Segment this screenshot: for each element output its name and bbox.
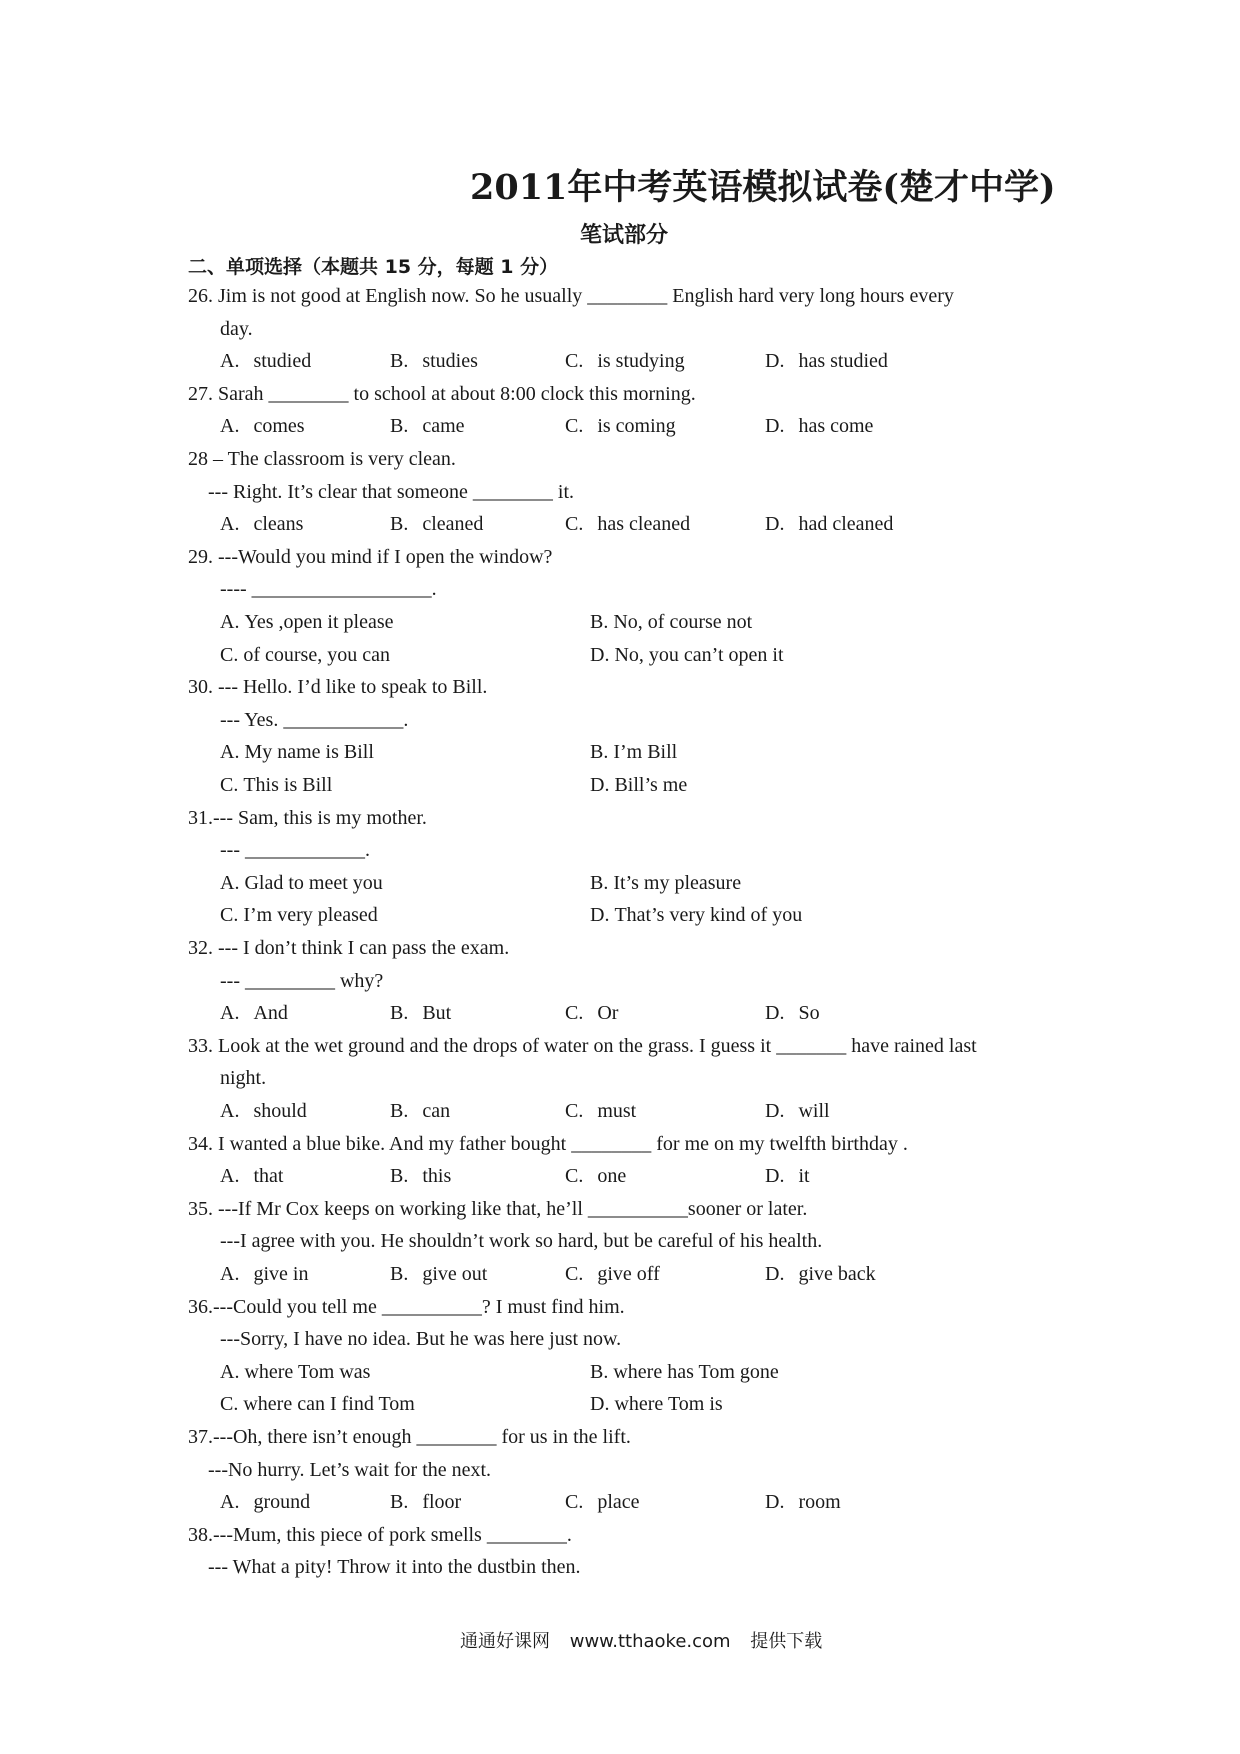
- option-letter: B.: [390, 1491, 409, 1514]
- option-letter: C.: [220, 904, 239, 927]
- option-letter: D.: [765, 1165, 785, 1188]
- question-line: ---Sorry, I have no idea. But he was here just now.: [220, 1328, 622, 1351]
- option-text: Glad to meet you: [244, 871, 383, 894]
- option-text: will: [798, 1100, 830, 1122]
- option-row: [220, 867, 1040, 900]
- option-d: [590, 769, 687, 802]
- option-c: [565, 1258, 660, 1291]
- option-letter: A.: [220, 1360, 240, 1383]
- option-row: [220, 410, 1040, 443]
- option-text: had cleaned: [798, 513, 894, 536]
- option-letter: C.: [565, 513, 584, 536]
- option-text: that: [253, 1165, 284, 1188]
- option-letter: C.: [565, 1165, 584, 1188]
- option-c: [220, 769, 332, 802]
- option-d: [765, 1258, 876, 1291]
- option-letter: C.: [220, 1393, 239, 1416]
- question-stem: 36.---Could you tell me __________? I must find him.: [188, 1295, 625, 1318]
- option-text: No, you can’t open it: [614, 643, 784, 666]
- option-letter: B.: [390, 1263, 409, 1285]
- question-stem: 33. Look at the wet ground and the drops of water on the grass. I guess it _______ have rained last: [188, 1034, 977, 1057]
- option-a: [220, 736, 374, 769]
- option-letter: C.: [565, 1491, 584, 1514]
- option-text: has studied: [798, 350, 888, 373]
- option-row: [220, 769, 1040, 802]
- question-stem: 32. --- I don’t think I can pass the exam.: [188, 937, 510, 959]
- question-stem: 27. Sarah ________ to school at about 8:00 clock this morning.: [188, 382, 696, 405]
- option-text: I’m Bill: [613, 741, 678, 764]
- question-stem: 34. I wanted a blue bike. And my father bought ________ for me on my twelfth birthday .: [188, 1132, 908, 1155]
- option-text: cleans: [253, 513, 304, 536]
- option-row: [220, 639, 1040, 672]
- option-c: [565, 508, 690, 541]
- option-text: comes: [253, 415, 305, 438]
- option-b: [590, 736, 677, 769]
- option-row: [220, 1356, 1040, 1389]
- option-b: [390, 508, 483, 541]
- option-text: this: [422, 1165, 452, 1188]
- option-row: [220, 508, 1040, 541]
- option-b: [390, 1258, 487, 1291]
- option-c: [565, 997, 618, 1030]
- question-stem: 37.---Oh, there isn’t enough ________ for us in the lift.: [188, 1426, 631, 1448]
- option-d: [765, 997, 820, 1030]
- option-letter: A.: [220, 611, 240, 633]
- option-a: [220, 345, 311, 378]
- option-text: has come: [798, 415, 874, 438]
- question-stem: 35. ---If Mr Cox keeps on working like that, he’ll __________sooner or later.: [188, 1197, 808, 1220]
- option-a: [220, 1486, 310, 1519]
- question-stem: 28 – The classroom is very clean.: [188, 448, 456, 470]
- option-letter: D.: [765, 415, 785, 438]
- question-line: ---I agree with you. He shouldn’t work so hard, but be careful of his health.: [220, 1230, 823, 1253]
- option-letter: B.: [390, 350, 409, 373]
- option-c: [565, 1160, 626, 1193]
- option-text: This is Bill: [243, 774, 333, 796]
- option-b: [590, 606, 752, 639]
- option-letter: B.: [390, 1100, 409, 1122]
- option-c: [565, 410, 676, 443]
- option-text: studied: [253, 350, 312, 373]
- option-letter: B.: [390, 415, 409, 438]
- option-letter: A.: [220, 871, 240, 894]
- option-letter: A.: [220, 741, 240, 764]
- option-text: where Tom is: [614, 1393, 723, 1416]
- option-row: [220, 345, 1040, 378]
- question-line: --- _________ why?: [220, 969, 384, 992]
- question-line: ---No hurry. Let’s wait for the next.: [208, 1458, 492, 1481]
- option-letter: C.: [565, 1263, 584, 1285]
- option-c: [220, 1388, 415, 1421]
- option-text: ground: [253, 1491, 311, 1514]
- question-line: --- Right. It’s clear that someone ________ it.: [208, 480, 575, 503]
- option-row: [220, 1258, 1040, 1291]
- option-d: [765, 410, 873, 443]
- option-text: Yes ,open it please: [244, 611, 394, 633]
- option-a: [220, 1160, 283, 1193]
- option-d: [590, 1388, 723, 1421]
- option-letter: D.: [765, 513, 785, 536]
- option-letter: D.: [765, 1491, 785, 1514]
- option-text: give off: [597, 1263, 660, 1285]
- option-text: it: [798, 1165, 810, 1188]
- option-letter: C.: [565, 415, 584, 438]
- option-text: studies: [422, 350, 478, 373]
- option-row: [220, 736, 1040, 769]
- option-d: [765, 1486, 841, 1519]
- option-text: is coming: [597, 415, 676, 438]
- footer: [460, 1627, 836, 1653]
- option-text: came: [422, 415, 465, 438]
- option-b: [590, 867, 741, 900]
- option-letter: A.: [220, 1002, 240, 1025]
- option-text: has cleaned: [597, 513, 691, 536]
- option-a: [220, 1258, 308, 1291]
- option-text: It’s my pleasure: [613, 871, 742, 894]
- footer-note: 提供下载: [750, 1631, 823, 1652]
- question-stem: 29. ---Would you mind if I open the window?: [188, 545, 553, 568]
- option-d: [590, 899, 802, 932]
- option-letter: C.: [565, 1002, 584, 1025]
- option-text: Bill’s me: [614, 774, 688, 796]
- question-stem: 38.---Mum, this piece of pork smells ________.: [188, 1523, 572, 1546]
- option-letter: B.: [390, 1165, 409, 1188]
- section-heading: 二、单项选择（本题共 15 分，每题 1 分）: [188, 256, 559, 278]
- option-d: [765, 1095, 830, 1128]
- option-letter: C.: [220, 643, 239, 666]
- option-text: is studying: [597, 350, 685, 373]
- question-stem: 30. --- Hello. I’d like to speak to Bill.: [188, 676, 488, 699]
- option-text: should: [253, 1100, 307, 1122]
- option-c: [565, 345, 685, 378]
- option-letter: A.: [220, 1100, 240, 1122]
- option-letter: A.: [220, 1491, 240, 1514]
- option-b: [390, 345, 478, 378]
- option-a: [220, 1356, 370, 1389]
- option-row: [220, 1388, 1040, 1421]
- option-b: [390, 1486, 461, 1519]
- option-text: So: [798, 1002, 820, 1025]
- option-a: [220, 997, 288, 1030]
- option-text: must: [597, 1100, 637, 1122]
- option-text: cleaned: [422, 513, 484, 536]
- option-text: floor: [422, 1491, 462, 1514]
- option-c: [565, 1095, 636, 1128]
- option-row: [220, 899, 1040, 932]
- option-letter: A.: [220, 1263, 240, 1285]
- option-letter: D.: [590, 643, 610, 666]
- option-letter: B.: [590, 871, 609, 894]
- footer-url: www.tthaoke.com: [569, 1631, 731, 1652]
- option-c: [565, 1486, 640, 1519]
- option-row: [220, 997, 1040, 1030]
- option-text: where has Tom gone: [613, 1360, 779, 1383]
- option-b: [390, 1160, 451, 1193]
- option-c: [220, 639, 390, 672]
- question-line: --- ____________.: [220, 839, 370, 862]
- option-text: give out: [422, 1263, 488, 1285]
- question-line: --- What a pity! Throw it into the dustbin then.: [208, 1556, 581, 1579]
- option-a: [220, 410, 305, 443]
- option-a: [220, 508, 303, 541]
- option-d: [765, 508, 893, 541]
- option-letter: A.: [220, 513, 240, 536]
- option-text: where can I find Tom: [243, 1393, 415, 1416]
- option-letter: B.: [390, 1002, 409, 1025]
- option-letter: B.: [590, 1360, 609, 1383]
- option-letter: D.: [590, 774, 610, 796]
- option-text: give back: [798, 1263, 876, 1285]
- option-b: [390, 410, 465, 443]
- option-text: That’s very kind of you: [614, 904, 803, 927]
- option-letter: C.: [220, 774, 239, 796]
- option-letter: B.: [590, 741, 609, 764]
- option-text: And: [253, 1002, 288, 1025]
- option-text: place: [597, 1491, 640, 1514]
- option-text: But: [422, 1002, 452, 1025]
- option-text: can: [422, 1100, 451, 1122]
- document-subtitle: 笔试部分: [580, 223, 669, 248]
- option-text: where Tom was: [244, 1360, 371, 1383]
- option-b: [390, 1095, 450, 1128]
- option-a: [220, 606, 394, 639]
- option-text: one: [597, 1165, 627, 1188]
- footer-site-name: 通通好课网: [460, 1631, 550, 1652]
- option-d: [765, 1160, 810, 1193]
- question-line: --- Yes. ____________.: [220, 708, 409, 731]
- option-text: My name is Bill: [244, 741, 374, 764]
- option-letter: A.: [220, 415, 240, 438]
- option-text: No, of course not: [613, 611, 753, 633]
- option-row: [220, 1160, 1040, 1193]
- question-line: ---- __________________.: [220, 578, 437, 601]
- option-b: [390, 997, 451, 1030]
- option-letter: B.: [590, 611, 609, 633]
- option-d: [590, 639, 784, 672]
- document-title: 2011年中考英语模拟试卷(楚才中学): [470, 167, 1056, 208]
- option-text: of course, you can: [243, 643, 390, 666]
- option-row: [220, 1486, 1040, 1519]
- option-row: [220, 1095, 1040, 1128]
- option-letter: D.: [590, 1393, 610, 1416]
- option-text: I’m very pleased: [243, 904, 378, 927]
- option-letter: D.: [765, 1002, 785, 1025]
- question-stem: 31.--- Sam, this is my mother.: [188, 806, 427, 829]
- question-line: night.: [220, 1067, 267, 1090]
- option-letter: A.: [220, 350, 240, 373]
- option-letter: C.: [565, 350, 584, 373]
- option-a: [220, 1095, 307, 1128]
- question-line: day.: [220, 317, 253, 340]
- option-text: give in: [253, 1263, 309, 1285]
- option-row: [220, 606, 1040, 639]
- option-letter: C.: [565, 1100, 584, 1122]
- option-letter: D.: [590, 904, 610, 927]
- option-letter: D.: [765, 1100, 785, 1122]
- option-letter: A.: [220, 1165, 240, 1188]
- option-text: room: [798, 1491, 841, 1514]
- option-letter: D.: [765, 350, 785, 373]
- option-text: Or: [597, 1002, 619, 1025]
- option-b: [590, 1356, 779, 1389]
- option-d: [765, 345, 888, 378]
- option-letter: B.: [390, 513, 409, 536]
- option-letter: D.: [765, 1263, 785, 1285]
- option-c: [220, 899, 378, 932]
- question-stem: 26. Jim is not good at English now. So he usually ________ English hard very long hours every: [188, 285, 954, 307]
- option-a: [220, 867, 383, 900]
